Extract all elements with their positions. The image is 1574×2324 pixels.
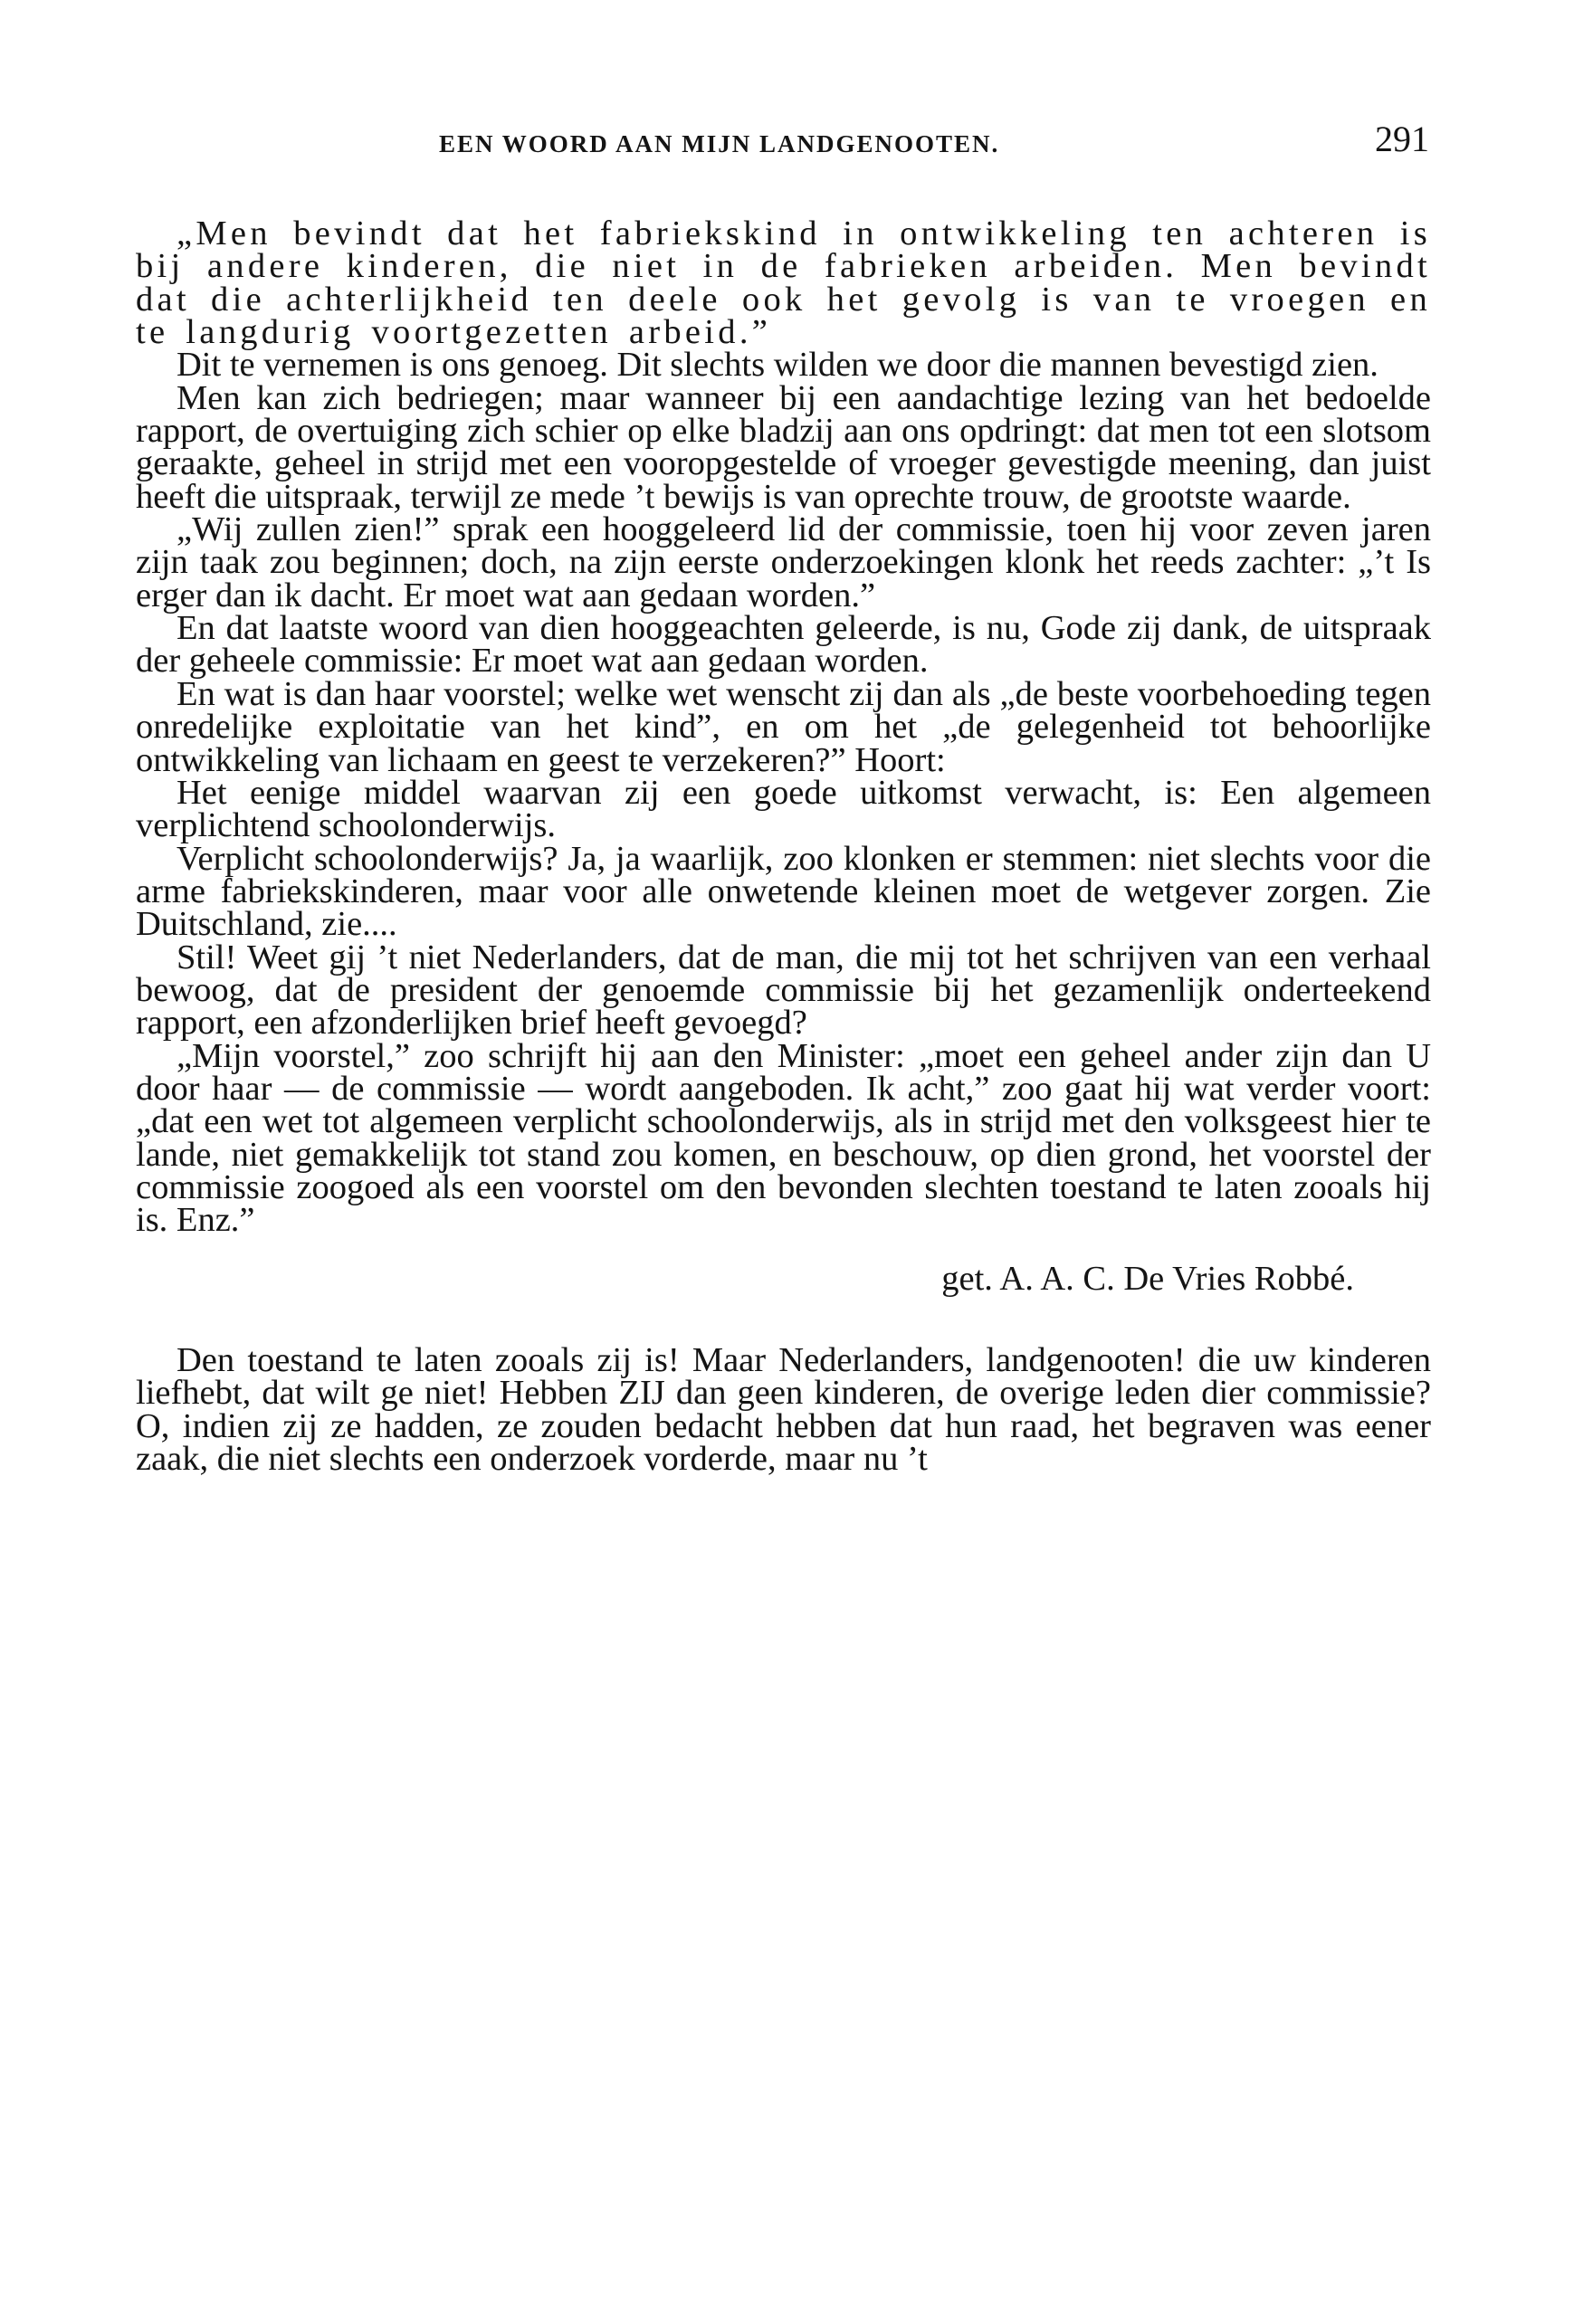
page-number: 291 bbox=[1375, 119, 1429, 159]
closing-paragraph: Den toestand te laten zooals zij is! Maar Nederlanders, landgenooten! die uw kinderen liefhebt, dat wilt ge niet! Hebben ZIJ dan geen kinderen, de overige leden dier commissie? O, indien zij ze hadden, ze zouden bedacht hebben dat hun raad, het begraven was eener zaak, die niet slechts een onderzoek vorderde, maar nu ’t bbox=[136, 1341, 1431, 1479]
paragraph-4: „Wij zullen zien!” sprak een hooggeleerd lid der commissie, toen hij voor zeven jaren zijn taak zou beginnen; doch, na zijn eerste onderzoekingen klonk het reeds zachter: „’t Is erger dan ik dacht. Er moet wat aan gedaan worden.” bbox=[136, 510, 1431, 614]
paragraph-3: Men kan zich bedriegen; maar wanneer bij een aandachtige lezing van het bedoelde rapport, de overtuiging zich schier op elke bladzij aan ons opdringt: dat men tot een slotsom geraakte, geheel in strijd met een vooropgestelde of vroeger gevestigde meening, dan juist heeft die uitspraak, terwijl ze mede ’t bewijs is van oprechte trouw, de grootste waarde. bbox=[136, 378, 1431, 516]
page-body bbox=[136, 214, 1431, 1479]
paragraph-9: Stil! Weet gij ’t niet Nederlanders, dat de man, die mij tot het schrijven van een verhaal bewoog, dat de president der genoemde commissie bij het gezamenlijk onderteekend rapport, een afzonderlijken brief heeft gevoegd? bbox=[136, 938, 1431, 1043]
paragraph-1: „Men bevindt dat het fabriekskind in ontwikkeling ten achteren is bij andere kinderen, die niet in de fabrieken arbeiden. Men bevindt dat die achterlijkheid ten deele ook het gevolg is van te vroegen en te langdurig voortgezetten arbeid.” bbox=[136, 214, 1431, 352]
paragraph-10: „Mijn voorstel,” zoo schrijft hij aan den Minister: „moet een geheel ander zijn dan U door haar — de commissie — wordt aangeboden. Ik acht,” zoo gaat hij wat verder voort: „dat een wet tot algemeen verplicht schoolonderwijs, als in strijd met den volksgeest hier te lande, niet gemakkelijk tot stand zou komen, en beschouw, op dien grond, het voorstel der commissie zoogoed als een voorstel om den bevonden slechten toestand te laten zooals hij is. Enz.” bbox=[136, 1036, 1431, 1240]
paragraph-2: Dit te vernemen is ons genoeg. Dit slechts wilden we door die mannen bevestigd zien. bbox=[176, 346, 1378, 385]
signature: get. A. A. C. De Vries Robbé. bbox=[941, 1259, 1354, 1298]
paragraph-8: Verplicht schoolonderwijs? Ja, ja waarlijk, zoo klonken er stemmen: niet slechts voor die arme fabriekskinderen, maar voor alle onwetende kleinen moet de wetgever zorgen. Zie Duitschland, zie.... bbox=[136, 839, 1431, 944]
running-title: EEN WOORD AAN MIJN LANDGENOOTEN. bbox=[439, 130, 1000, 157]
paragraph-6: En wat is dan haar voorstel; welke wet wenscht zij dan als „de beste voorbehoeding tegen onredelijke exploitatie van het kind”, en om het „de gelegenheid tot behoorlijke ontwikkeling van lichaam en geest te verzekeren?” Hoort: bbox=[136, 674, 1431, 779]
page-header bbox=[136, 118, 1429, 172]
paragraph-7: Het eenige middel waarvan zij een goede uitkomst verwacht, is: Een algemeen verplichtend schoolonderwijs. bbox=[136, 773, 1431, 845]
paragraph-5: En dat laatste woord van dien hooggeachten geleerde, is nu, Gode zij dank, de uitspraak der geheele commissie: Er moet wat aan gedaan worden. bbox=[136, 609, 1431, 681]
